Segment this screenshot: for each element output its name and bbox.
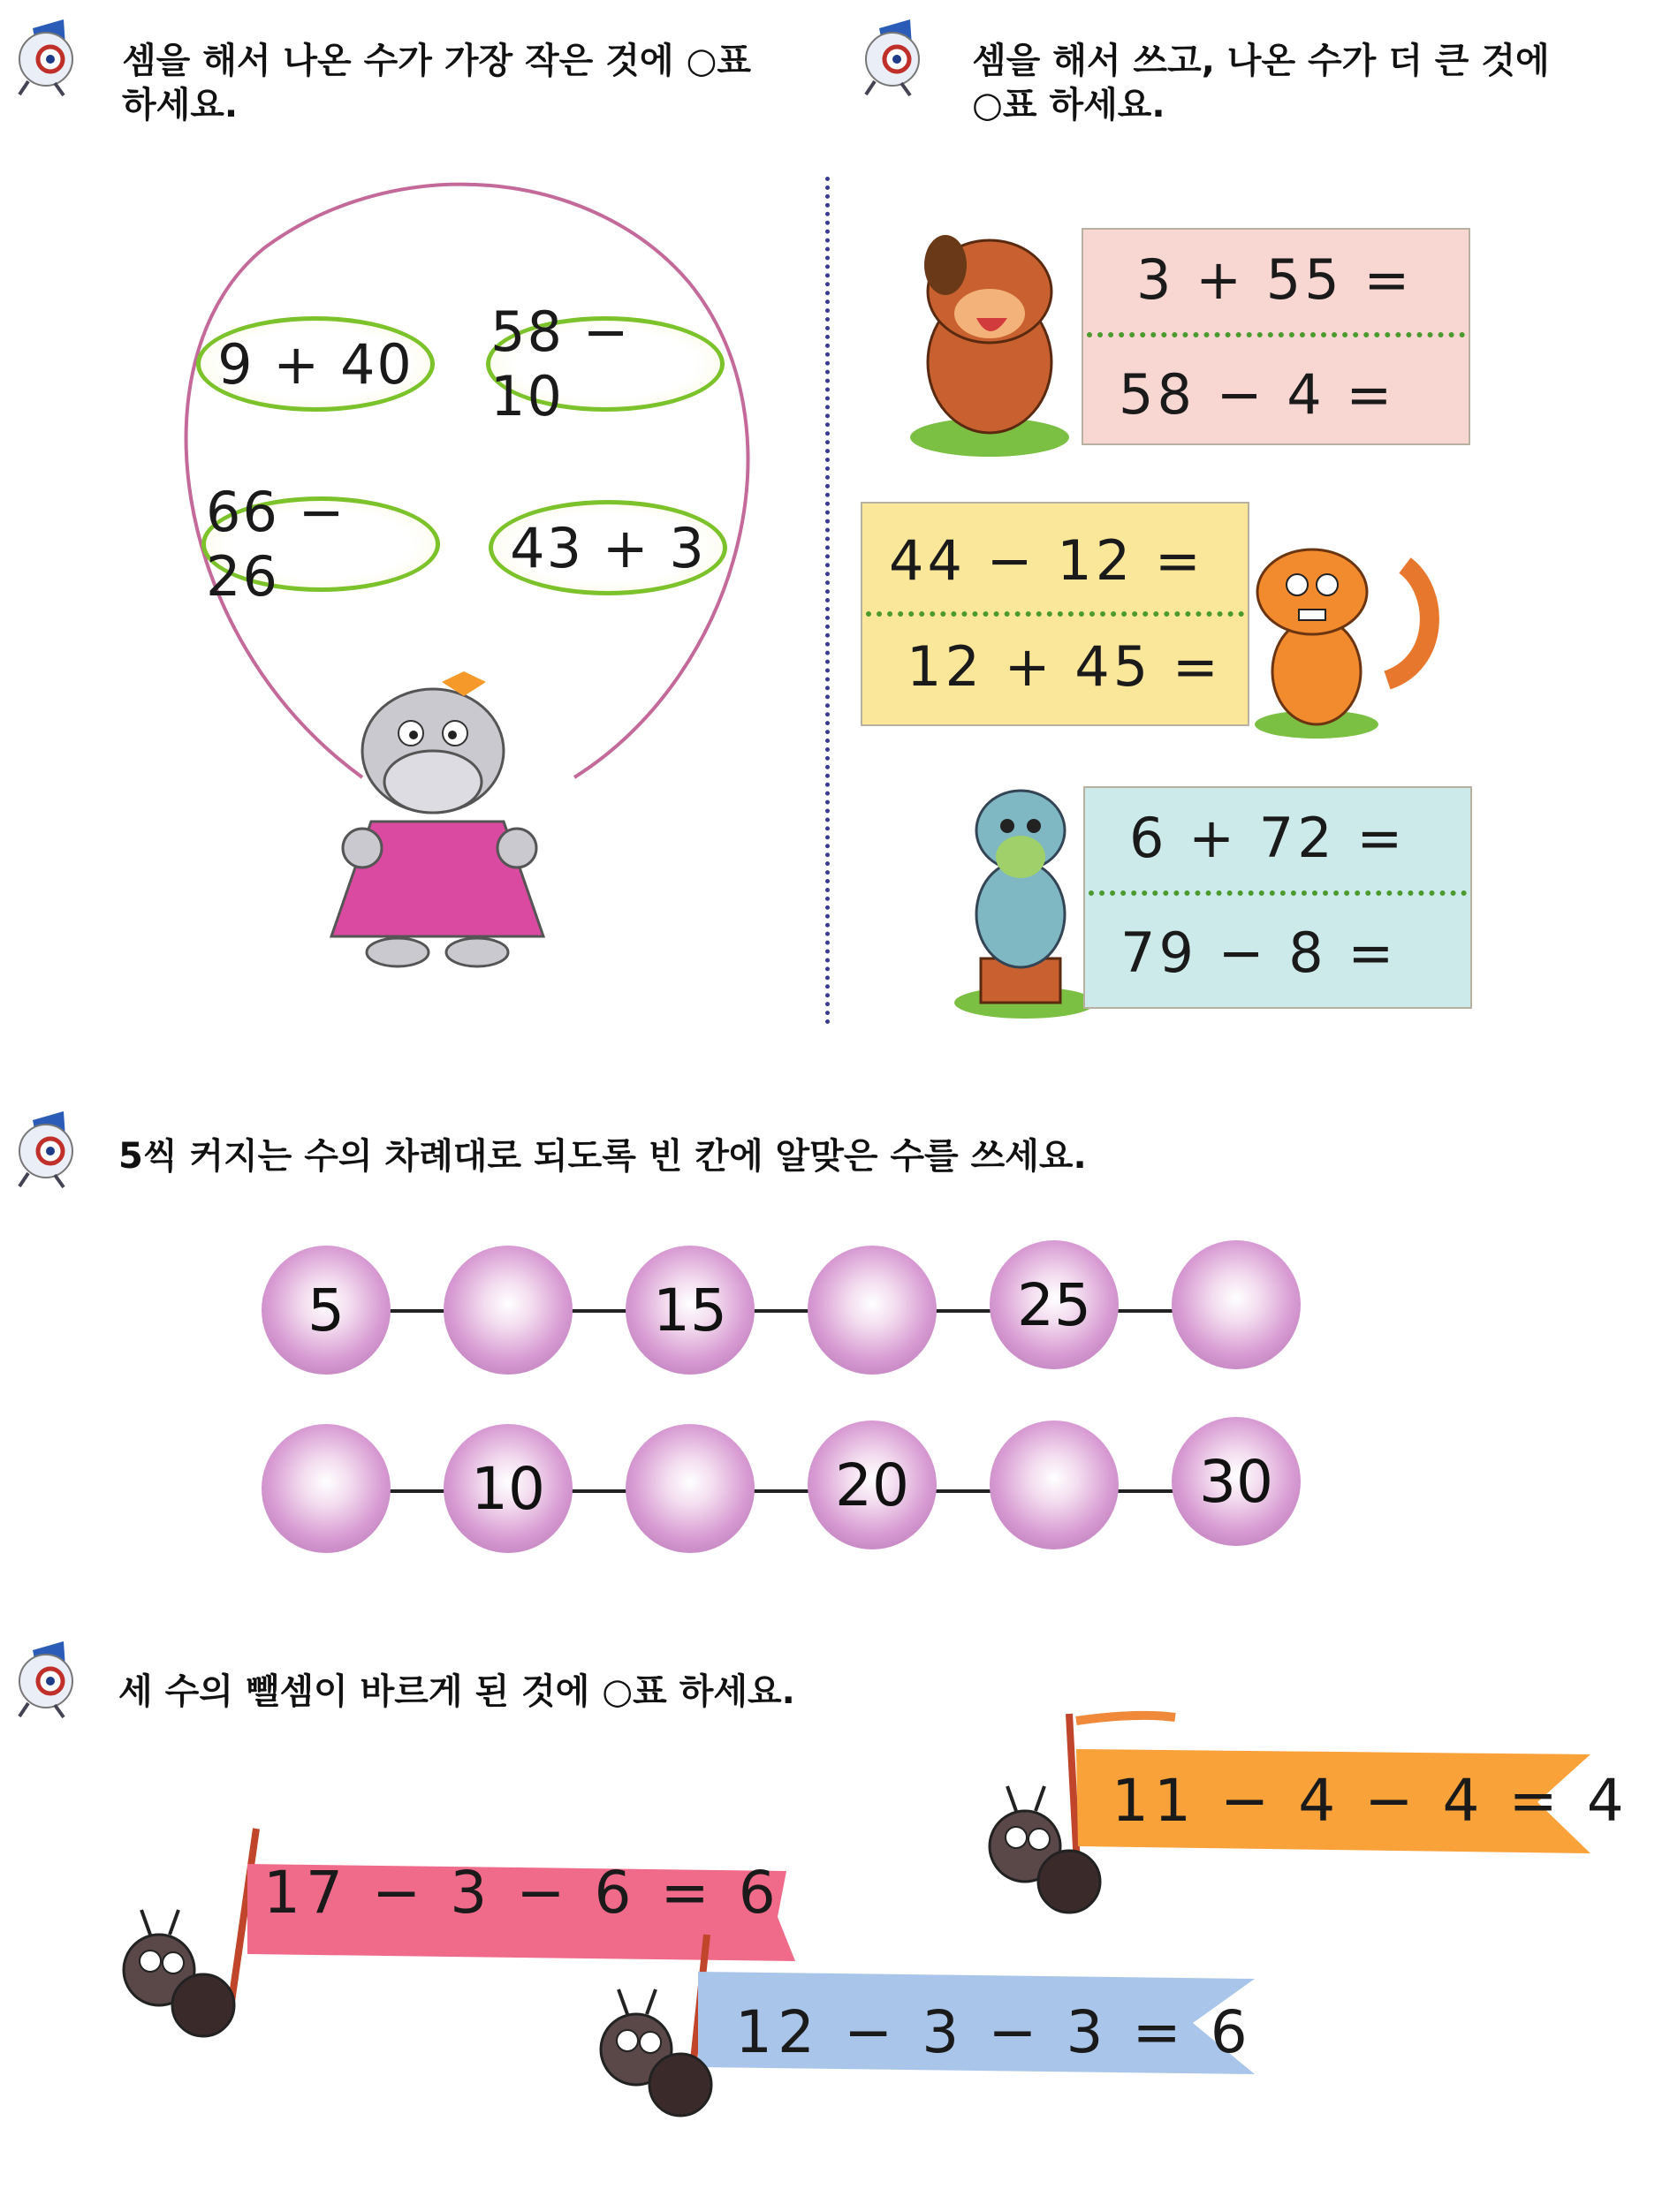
bead-connector xyxy=(389,1489,451,1493)
expression-oval[interactable]: 66 − 26 xyxy=(201,496,440,592)
tiger-cat-illustration xyxy=(1237,539,1449,742)
bead-connector xyxy=(935,1489,997,1493)
question-1-instruction: 셈을 해서 나온 수가 가장 작은 것에 ○표 하세요. xyxy=(122,41,751,125)
equation-card xyxy=(861,502,1249,726)
bead-connector xyxy=(1117,1309,1179,1313)
card-equation-top[interactable]: 44 − 12 = xyxy=(889,528,1204,593)
card-equation-bottom[interactable]: 12 + 45 = xyxy=(907,634,1222,699)
flag-equation[interactable]: 17 − 3 − 6 = 6 xyxy=(263,1859,781,1927)
robot-mascot-icon xyxy=(2,11,90,99)
hippo-jump-rope-illustration xyxy=(300,671,583,972)
number-bead[interactable]: 5 xyxy=(262,1246,391,1375)
card-divider xyxy=(866,611,1244,617)
dog-illustration xyxy=(892,212,1104,459)
equation-card xyxy=(1083,786,1472,1009)
number-bead[interactable]: 30 xyxy=(1172,1417,1301,1546)
number-bead-blank[interactable] xyxy=(626,1424,755,1553)
flag-equation[interactable]: 12 − 3 − 3 = 6 xyxy=(735,1998,1253,2066)
section-divider xyxy=(825,177,830,1025)
card-equation-bottom[interactable]: 79 − 8 = xyxy=(1120,920,1398,985)
number-bead-blank[interactable] xyxy=(1172,1240,1301,1369)
number-bead-blank[interactable] xyxy=(444,1246,573,1375)
card-divider xyxy=(1087,332,1465,337)
number-bead-blank[interactable] xyxy=(808,1246,937,1375)
number-bead[interactable]: 25 xyxy=(990,1240,1119,1369)
expression-oval[interactable]: 58 − 10 xyxy=(486,316,725,412)
bead-connector xyxy=(571,1309,633,1313)
number-bead[interactable]: 10 xyxy=(444,1424,573,1553)
number-bead-blank[interactable] xyxy=(262,1424,391,1553)
robot-mascot-icon xyxy=(2,1102,90,1191)
question-4-instruction: 세 수의 뺄셈이 바르게 된 것에 ○표 하세요. xyxy=(118,1671,795,1712)
card-equation-bottom[interactable]: 58 − 4 = xyxy=(1119,362,1396,427)
card-equation-top[interactable]: 3 + 55 = xyxy=(1136,247,1414,312)
number-bead[interactable]: 20 xyxy=(808,1420,937,1549)
flag-equation[interactable]: 11 − 4 − 4 = 4 xyxy=(1112,1767,1629,1835)
expression-oval[interactable]: 43 + 3 xyxy=(489,500,727,595)
number-bead[interactable]: 15 xyxy=(626,1246,755,1375)
expression-oval[interactable]: 9 + 40 xyxy=(196,316,435,412)
question-3-instruction: 5씩 커지는 수의 차례대로 되도록 빈 칸에 알맞은 수를 쓰세요. xyxy=(118,1136,1087,1177)
card-divider xyxy=(1089,890,1467,896)
question-2-instruction: 셈을 해서 쓰고, 나온 수가 더 큰 것에 ○표 하세요. xyxy=(972,41,1550,125)
bead-connector xyxy=(1117,1489,1179,1493)
robot-mascot-icon xyxy=(2,1632,90,1721)
bead-connector xyxy=(571,1489,633,1493)
ant-illustration xyxy=(106,1899,256,2049)
robot-mascot-icon xyxy=(848,11,937,99)
number-bead-blank[interactable] xyxy=(990,1420,1119,1549)
bead-connector xyxy=(753,1489,815,1493)
bead-connector xyxy=(389,1309,451,1313)
card-equation-top[interactable]: 6 + 72 = xyxy=(1129,806,1407,870)
ant-illustration xyxy=(583,1979,733,2129)
ant-illustration xyxy=(972,1776,1122,1926)
bead-connector xyxy=(935,1309,997,1313)
bead-connector xyxy=(753,1309,815,1313)
equation-card xyxy=(1082,228,1470,445)
